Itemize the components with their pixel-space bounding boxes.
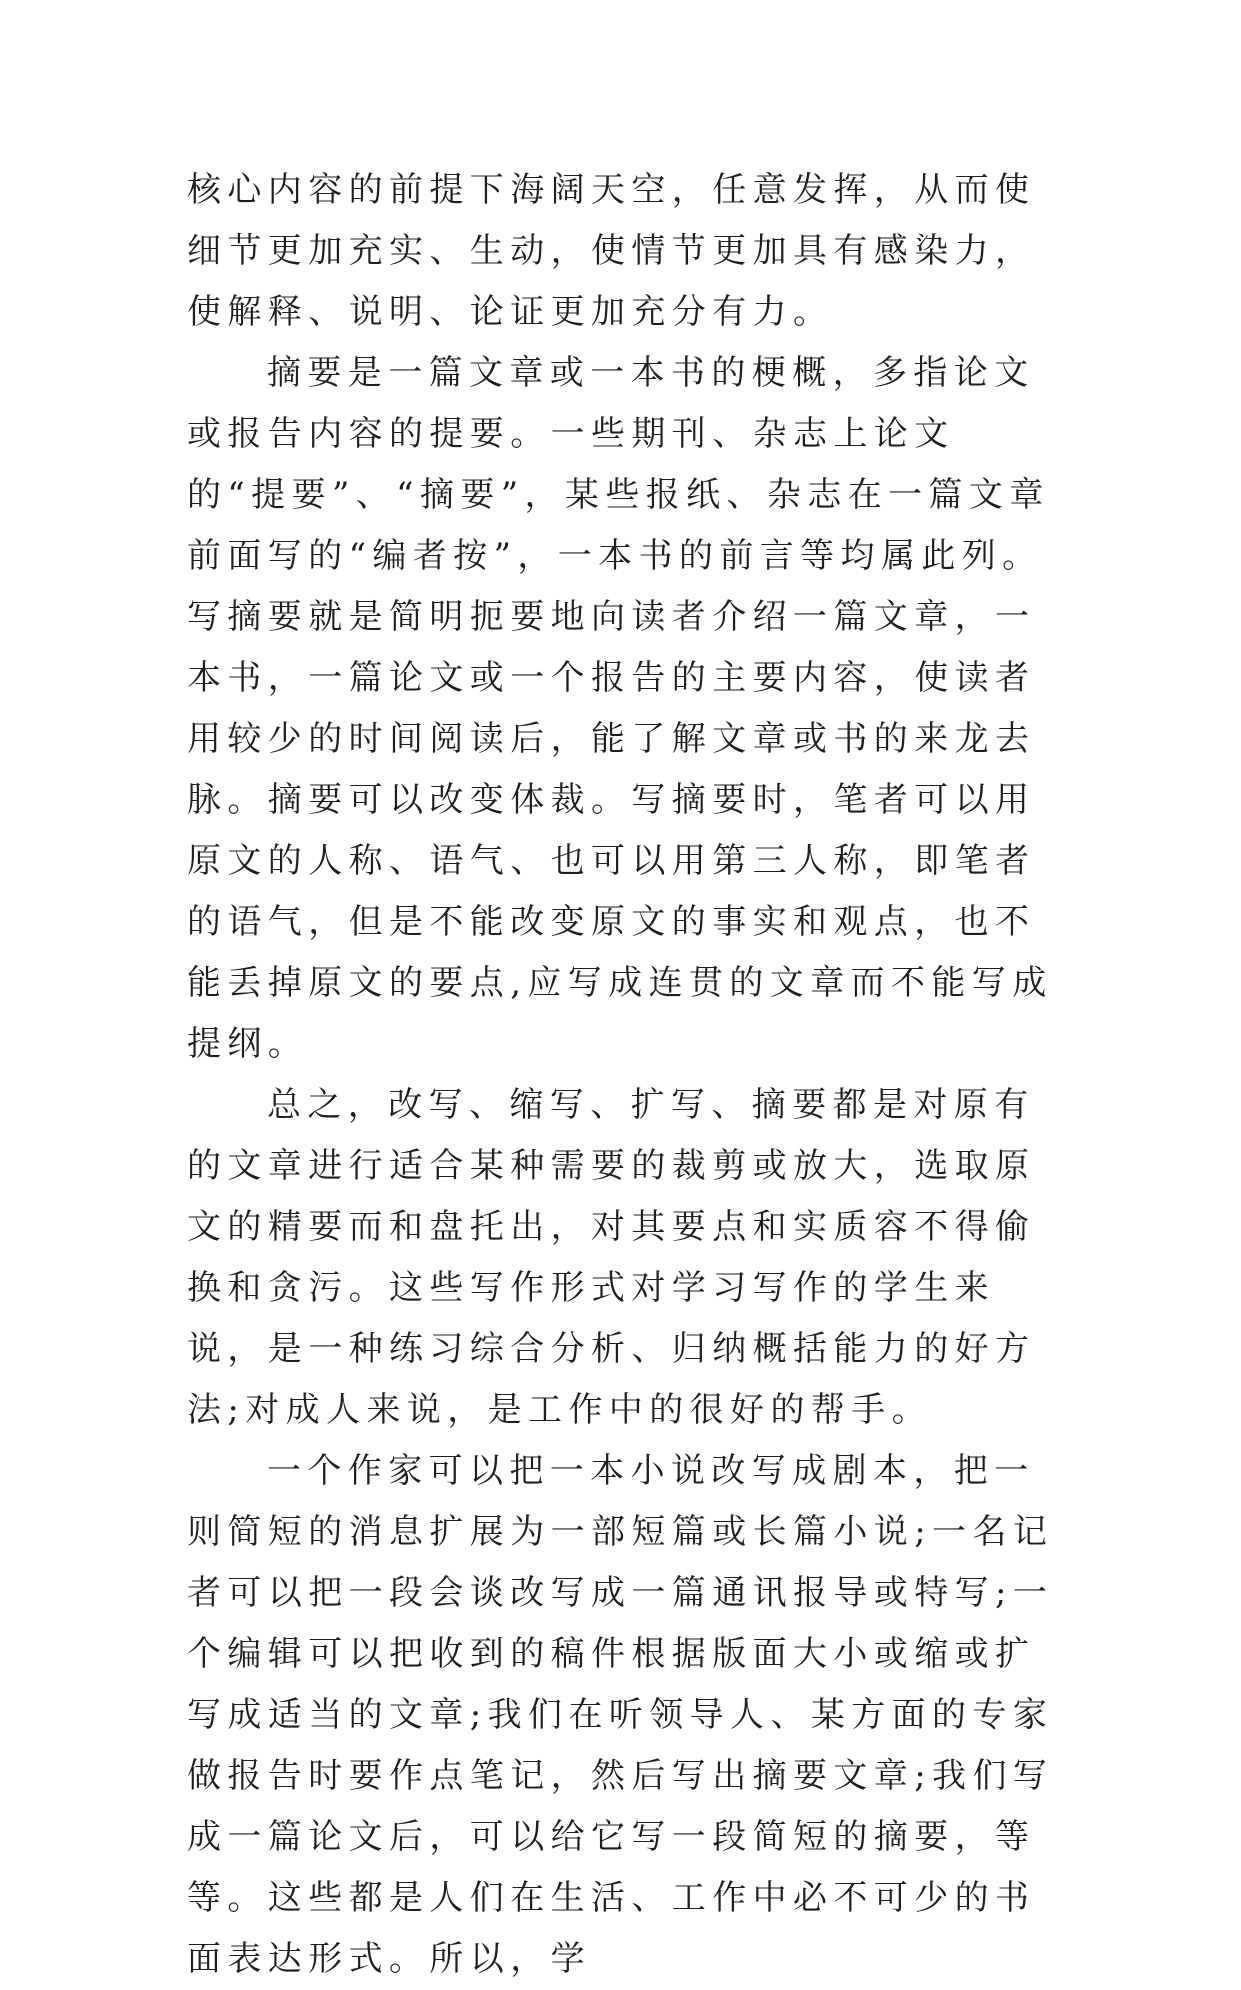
paragraph-abstract: 摘要是一篇文章或一本书的梗概，多指论文或报告内容的提要。一些期刊、杂志上论文的“提要”、“摘要”，某些报纸、杂志在一篇文章前面写的“编者按”，一本书的前言等均属此列。写摘要就是简明扼要地向读者介绍一篇文章，一本书，一篇论文或一个报告的主要内容，使读者用较少的时间阅读后，能了解文章或书的来龙去脉。摘要可以改变体裁。写摘要时，笔者可以用原文的人称、语气、也可以用第三人称，即笔者的语气，但是不能改变原文的事实和观点，也不能丢掉原文的要点,应写成连贯的文章而不能写成提纲。 — [187, 353, 1053, 1064]
paragraph-summary: 总之，改写、缩写、扩写、摘要都是对原有的文章进行适合某种需要的裁剪或放大，选取原文的精要而和盘托出，对其要点和实质容不得偷换和贪污。这些写作形式对学习写作的学生来说，是一种练习综合分析、归纳概括能力的好方法;对成人来说，是工作中的很好的帮手。 — [187, 1085, 1036, 1430]
body-text — [187, 160, 1057, 1990]
paragraph-examples: 一个作家可以把一本小说改写成剧本，把一则简短的消息扩展为一部短篇或长篇小说;一名记者可以把一段会谈改写成一篇通讯报导或特写;一个编辑可以把收到的稿件根据版面大小或缩或扩写成适当的文章;我们在听领导人、某方面的专家做报告时要作点笔记，然后写出摘要文章;我们写成一篇论文后，可以给它写一段简短的摘要，等等。这些都是人们在生活、工作中必不可少的书面表达形式。所以，学 — [187, 1451, 1054, 1979]
paragraph-continued: 核心内容的前提下海阔天空，任意发挥，从而使细节更加充实、生动，使情节更加具有感染力，使解释、说明、论证更加充分有力。 — [187, 170, 1036, 332]
